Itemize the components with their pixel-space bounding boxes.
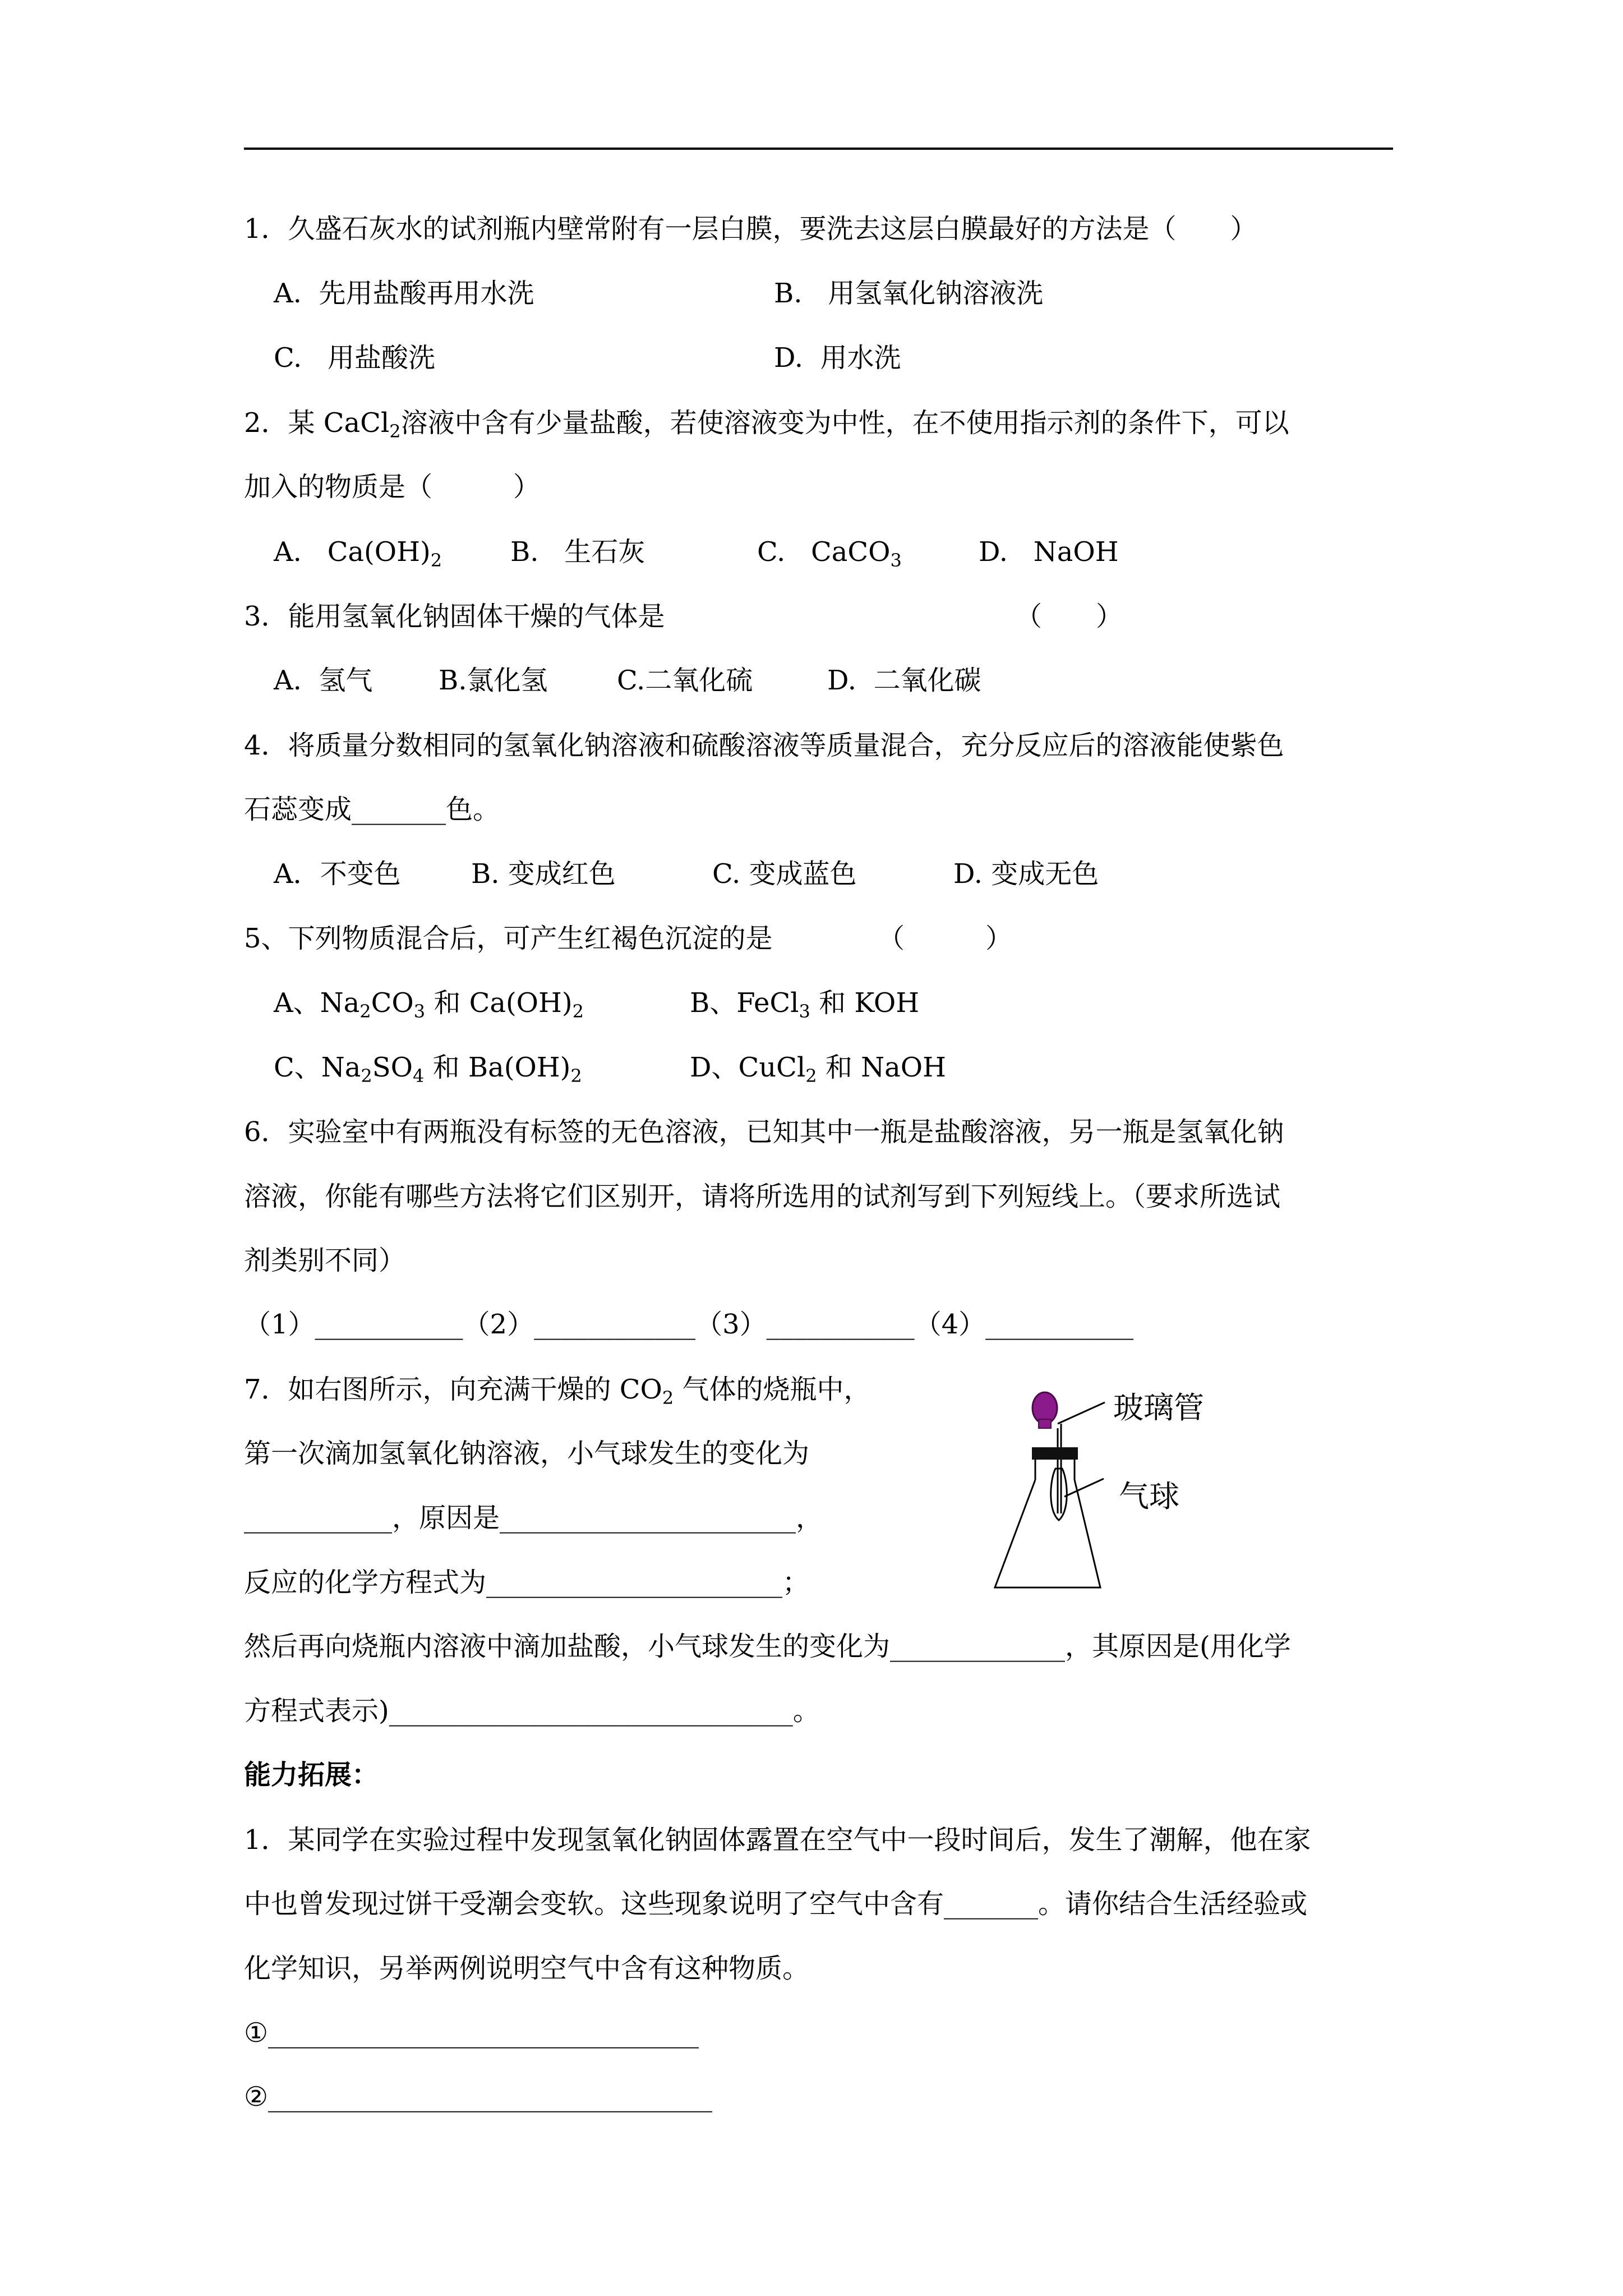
q6-answer-blanks: （1）___________（2）____________（3）___________（4）___________	[244, 1309, 1134, 1340]
q2-option-a: A. $Ca(OH)_2$	[274, 536, 442, 571]
q1-option-b: B. 用氢氧化钠溶液洗	[774, 278, 1044, 309]
q4-option-c: C. 变成蓝色	[712, 858, 857, 890]
q5-option-b: B、FeCl$_3$ 和 KOH	[690, 987, 920, 1022]
ext-q1-line2: 中也曾发现过饼干受潮会变软。这些现象说明了空气中含有_______。请你结合生活经验或	[244, 1888, 1308, 1920]
q7-line1: 7．如右图所示，向充满干燥的 $CO_2$ 气体的烧瓶中，	[244, 1374, 871, 1409]
ext-answer-1: ①________________________________	[244, 2017, 699, 2049]
ext-q1-line3: 化学知识，另举两例说明空气中含有这种物质。	[244, 1953, 810, 1984]
stopper	[1032, 1447, 1078, 1460]
q3-option-d: D. 二氧化碳	[827, 665, 981, 696]
q7-line6: 方程式表示)______________________________。	[244, 1695, 820, 1727]
q3-stem: 3．能用氢氧化钠固体干燥的气体是	[244, 601, 665, 632]
q4-option-a: A．不变色	[274, 858, 401, 890]
q5-stem: 5、下列物质混合后，可产生红褐色沉淀的是	[244, 923, 773, 954]
q3-paren: （ ）	[1015, 601, 1123, 632]
glass-tube-label: 玻璃管	[1113, 1390, 1204, 1425]
tube-leader-line	[1058, 1402, 1105, 1424]
flask-body	[995, 1480, 1100, 1588]
q5-option-d: D、CuCl$_2$ 和 NaOH	[690, 1052, 946, 1087]
q2-option-b: B. 生石灰	[510, 536, 645, 568]
q1-stem: 1．久盛石灰水的试剂瓶内壁常附有一层白膜，要洗去这层白膜最好的方法是（ ）	[244, 213, 1257, 245]
q6-stem-line1: 6．实验室中有两瓶没有标签的无色溶液，已知其中一瓶是盐酸溶液，另一瓶是氢氧化钠	[244, 1116, 1284, 1148]
q5-paren: （ ）	[878, 923, 1013, 954]
q3-option-c: C.二氧化硫	[617, 665, 753, 696]
q1-option-a: A. 先用盐酸再用水洗	[274, 278, 534, 309]
q4-option-d: D. 变成无色	[953, 858, 1099, 890]
ext-answer-2: ②_________________________________	[244, 2081, 713, 2113]
q3-option-b: B.氯化氢	[439, 665, 548, 696]
header-rule	[244, 148, 1393, 150]
q1-option-c: C. 用盐酸洗	[274, 342, 436, 374]
q7-line5: 然后再向烧瓶内溶液中滴加盐酸，小气球发生的变化为_____________，其原因是(用化学	[244, 1631, 1291, 1662]
section-heading-extension: 能力拓展：	[244, 1759, 379, 1791]
q2-option-c: C. CaCO$_3$	[757, 536, 902, 571]
q2-option-d: D. NaOH	[979, 536, 1119, 568]
q6-stem-line3: 剂类别不同）	[244, 1245, 406, 1276]
q2-stem-line1: 2．某 CaCl$_2$溶液中含有少量盐酸，若使溶液变为中性，在不使用指示剂的条件下，可以	[244, 407, 1289, 442]
q7-line3: ___________，原因是______________________，	[244, 1502, 823, 1534]
q4-stem-line1: 4．将质量分数相同的氢氧化钠溶液和硫酸溶液等质量混合，充分反应后的溶液能使紫色	[244, 730, 1284, 761]
q3-option-a: A. 氢气	[274, 665, 373, 696]
q4-stem-line2: 石蕊变成_______色。	[244, 794, 500, 825]
balloon	[1051, 1469, 1067, 1520]
dropper-neck	[1039, 1419, 1051, 1428]
q2-stem-line2: 加入的物质是（ ）	[244, 471, 541, 503]
q6-stem-line2: 溶液，你能有哪些方法将它们区别开，请将所选用的试剂写到下列短线上。（要求所选试	[244, 1181, 1281, 1212]
q7-line4: 反应的化学方程式为______________________；	[244, 1567, 810, 1598]
q4-option-b: B. 变成红色	[471, 858, 616, 890]
q5-option-a: A、$Na_2CO_3$ 和 $Ca(OH)_2$	[274, 987, 584, 1022]
balloon-leader-line	[1064, 1479, 1104, 1497]
q5-option-c: C、$Na_2SO_4$ 和 $Ba(OH)_2$	[274, 1052, 582, 1087]
q1-option-d: D. 用水洗	[774, 342, 901, 374]
q7-line2: 第一次滴加氢氧化钠溶液，小气球发生的变化为	[244, 1438, 810, 1469]
ext-q1-line1: 1．某同学在实验过程中发现氢氧化钠固体露置在空气中一段时间后，发生了潮解，他在家	[244, 1824, 1311, 1856]
balloon-label: 气球	[1119, 1479, 1179, 1514]
